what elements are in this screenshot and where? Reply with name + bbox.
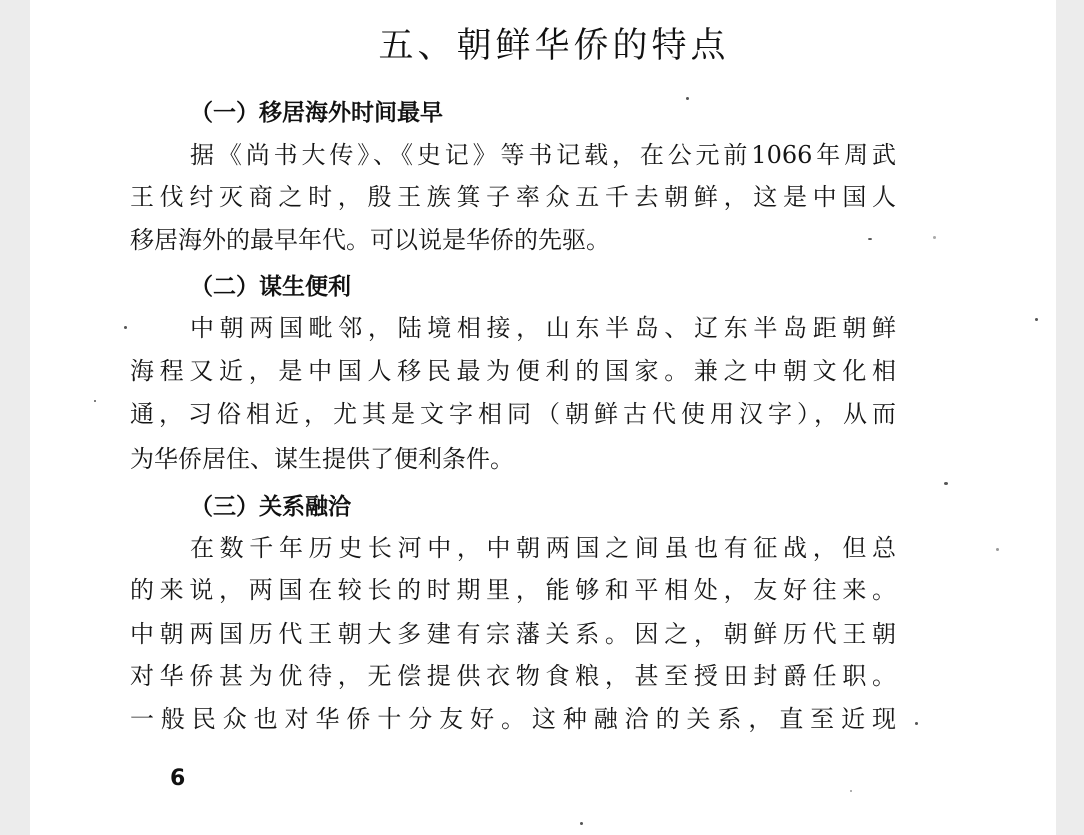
page-title: 五、朝鲜华侨的特点: [378, 26, 730, 66]
document-page: [30, 0, 1056, 835]
section-heading-2: （二）谋生便利: [190, 274, 351, 300]
scan-speck: [933, 236, 936, 239]
scan-speck: [1035, 318, 1038, 321]
paragraph-line: 移居海外的最早年代。可以说是华侨的先驱。: [130, 226, 610, 254]
paragraph-line: 为华侨居住、谋生提供了便利条件。: [130, 445, 514, 473]
section-heading-3: （三）关系融洽: [190, 494, 351, 520]
page-number: 6: [170, 766, 186, 791]
section-heading-1: （一）移居海外时间最早: [190, 100, 443, 126]
scan-speck: [915, 722, 918, 725]
paragraph-line: 在数千年历史长河中，中朝两国之间虽也有征战，但总: [190, 534, 896, 562]
scan-speck: [868, 238, 872, 240]
paragraph-line: 王伐纣灭商之时，殷王族箕子率众五千去朝鲜，这是中国人: [130, 183, 896, 211]
paragraph-line: 中朝两国毗邻，陆境相接，山东半岛、辽东半岛距朝鲜: [190, 314, 896, 342]
scan-speck: [944, 482, 948, 485]
scan-speck: [580, 822, 583, 825]
paragraph-line: 海程又近，是中国人移民最为便利的国家。兼之中朝文化相: [130, 357, 896, 385]
scan-speck: [124, 326, 127, 329]
paragraph-line: 的来说，两国在较长的时期里，能够和平相处，友好往来。: [130, 576, 896, 604]
paragraph-line: 对华侨甚为优待，无偿提供衣物食粮，甚至授田封爵任职。: [130, 662, 896, 690]
paragraph-line: 一般民众也对华侨十分友好。这种融洽的关系，直至近现: [130, 705, 896, 733]
scan-speck: [996, 548, 999, 551]
paragraph-line: 中朝两国历代王朝大多建有宗藩关系。因之，朝鲜历代王朝: [130, 620, 896, 648]
scan-speck: [850, 790, 852, 792]
paragraph-line: 据《尚书大传》、《史记》等书记载，在公元前1066年周武: [190, 141, 896, 169]
scan-speck: [94, 400, 96, 402]
scan-speck: [686, 97, 689, 100]
paragraph-line: 通，习俗相近，尤其是文字相同（朝鲜古代使用汉字），从而: [130, 400, 896, 428]
